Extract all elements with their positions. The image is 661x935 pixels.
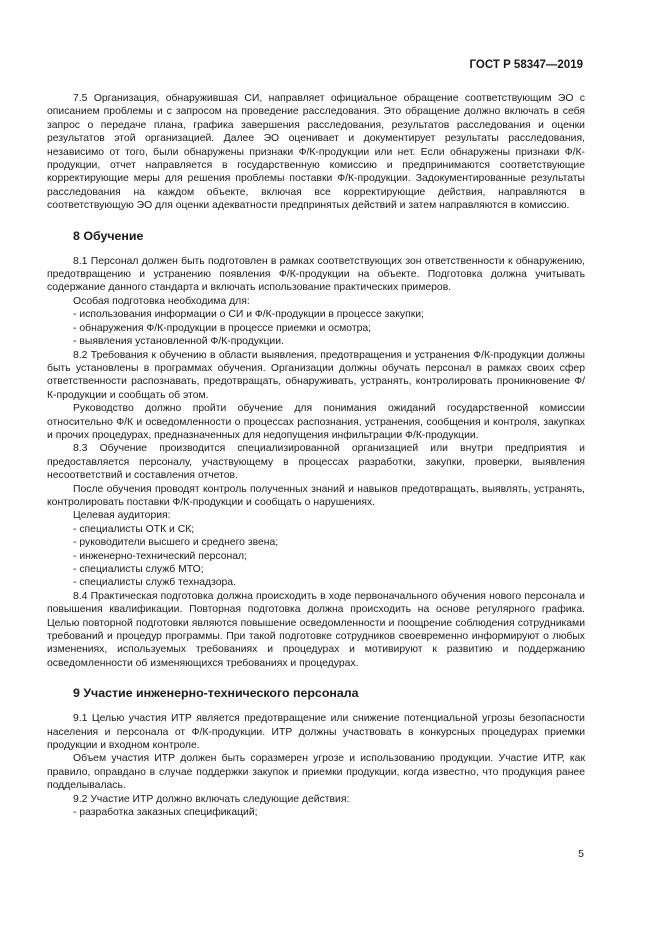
paragraph: Целевая аудитория: bbox=[73, 510, 171, 522]
paragraph-7-5: 7.5 Организация, обнаружившая СИ, направляет официальное обращение соответствующим ЭО с описанием проблемы и с запросом на проведение расследования. Это обращение должно включать в себя запрос о передаче плана, графика завершения расследования, результатов расследования и оценки результатов этой организацией. Далее ЭО оценивает и документирует результаты расследования, независимо от того, были обнаружены признаки Ф/К-продукции или нет. Если обнаружены признаки Ф/К-продукции, отчет направляется в государственную комиссию и предпринимаются соответствующие корректирующие меры для решения проблемы поставки Ф/К-продукции. Задокументированные результаты расследования на каждом объекте, включая все корректирующие действия, направляются в соответствующую ЭО для оценки адекватности предпринятых действий и затем направляются в комиссию. bbox=[47, 93, 585, 212]
section-heading-9: 9 Участие инженерно-технического персонала bbox=[73, 686, 359, 701]
page-body bbox=[47, 92, 585, 820]
paragraph-8-2: 8.2 Требования к обучению в области выявления, предотвращения и устранения Ф/К-продукции должны быть установлены в программах обучения. Организации должны обучать персонал в рамках своих сфер ответственности распознавать, предотвращать, обнаруживать, устранять, контролировать проникновение Ф/К-продукции и сообщать об этом. bbox=[47, 349, 585, 401]
standard-id: ГОСТ Р 58347—2019 bbox=[469, 59, 583, 71]
paragraph-8-1: 8.1 Персонал должен быть подготовлен в рамках соответствующих зон ответственности к обнаружению, предотвращению и устранению появления Ф/К-продукции на объекте. Подготовка должна учитывать содержание данного стандарта и включать использование практических примеров. bbox=[47, 255, 585, 294]
paragraph-8-4: 8.4 Практическая подготовка должна происходить в ходе первоначального обучения нового персонала и повышения квалификации. Повторная подготовка должна происходить на основе регулярного графика. Целью повторной подготовки являются повышение осведомленности и поощрение соблюдения сотрудниками требований и процедур программы. При такой подготовке сотрудников своевременно информируют о любых изменениях, используемых требованиях и процедурах и мотивируют к развитию и поддержанию осведомленности об изменяющихся требованиях и процедурах. bbox=[47, 590, 585, 669]
paragraph-8-3: 8.3 Обучение производится специализированной организацией или внутри предприятия и предоставляется персоналу, участвующему в процессах разработки, закупки, проверки, выявления несоответствий и составления отчетов. bbox=[47, 443, 585, 482]
list-item: - специалисты служб МТО; bbox=[73, 564, 204, 575]
section-heading-8: 8 Обучение bbox=[73, 228, 144, 243]
list-item: - использования информации о СИ и Ф/К-продукции в процессе закупки; bbox=[73, 309, 424, 321]
list-item: - обнаружения Ф/К-продукции в процессе приемки и осмотра; bbox=[73, 322, 372, 334]
list-item: - специалисты ОТК и СК; bbox=[73, 523, 195, 535]
paragraph: После обучения проводят контроль полученных знаний и навыков предотвращать, выявлять, устранять, контролировать поставки Ф/К-продукции и сообщать о нарушениях. bbox=[47, 483, 585, 508]
list-item: - разработка заказных спецификаций; bbox=[73, 807, 258, 819]
list-item: - выявления установленной Ф/К-продукции. bbox=[73, 336, 284, 348]
list-item: - руководители высшего и среднего звена; bbox=[73, 537, 279, 549]
paragraph: Руководство должно пройти обучение для понимания ожиданий государственной комиссии относительно Ф/К и осведомленности о процессах распознания, устранения, сообщения и контроля, закупках и прочих процедурах, предназначенных для недопущения инфильтрации Ф/К-продукции. bbox=[47, 403, 585, 441]
paragraph: Особая подготовка необходима для: bbox=[73, 295, 250, 307]
page-number: 5 bbox=[578, 848, 584, 860]
paragraph-9-1: 9.1 Целью участия ИТР является предотвращение или снижение потенциальной угрозы безопасности населения и персонала от Ф/К-продукции. ИТР должны участвовать в конкурсных процедурах приемки продукции и входном контроле. bbox=[47, 713, 585, 752]
paragraph-9-2: 9.2 Участие ИТР должно включать следующие действия: bbox=[73, 793, 350, 805]
paragraph: Объем участия ИТР должен быть соразмерен угрозе и использованию продукции. Участие ИТР, как правило, оправдано в случае поддержки закупок и приемки продукции, когда известно, что продукция ранее подделывалась. bbox=[47, 753, 585, 792]
list-item: - специалисты служб технадзора. bbox=[73, 577, 236, 589]
list-item: - инженерно-технический персонал; bbox=[73, 550, 247, 562]
